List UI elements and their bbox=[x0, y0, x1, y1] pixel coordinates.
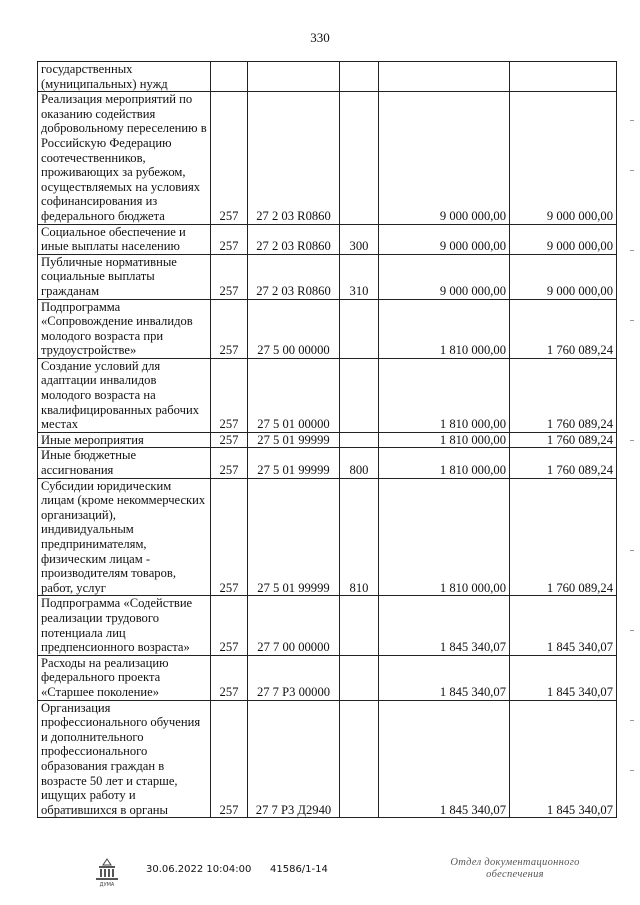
cell-vr bbox=[340, 700, 379, 818]
table-row bbox=[38, 299, 617, 358]
cell-vr bbox=[340, 655, 379, 700]
cell-name: Подпрограмма «Сопровождение инвалидов молодого возраста при трудоустройстве» bbox=[38, 299, 211, 358]
cell-code: 257 bbox=[211, 700, 248, 818]
svg-text:ДУМА: ДУМА bbox=[99, 882, 115, 887]
cell-fact: 9 000 000,00 bbox=[510, 224, 617, 254]
cell-fact: 1 845 340,07 bbox=[510, 596, 617, 655]
cell-vr bbox=[340, 299, 379, 358]
cell-csr: 27 5 00 00000 bbox=[248, 299, 340, 358]
cell-fact: 1 845 340,07 bbox=[510, 655, 617, 700]
cell-vr: 800 bbox=[340, 448, 379, 478]
cell-vr bbox=[340, 432, 379, 448]
duma-emblem-icon bbox=[93, 857, 121, 887]
cell-vr: 810 bbox=[340, 478, 379, 596]
table-row bbox=[38, 655, 617, 700]
cell-fact: 1 760 089,24 bbox=[510, 478, 617, 596]
cell-csr: 27 7 P3 Д2940 bbox=[248, 700, 340, 818]
cell-plan: 1 845 340,07 bbox=[379, 700, 510, 818]
cell-code: 257 bbox=[211, 596, 248, 655]
scan-margin-marks bbox=[630, 110, 636, 810]
cell-plan: 9 000 000,00 bbox=[379, 92, 510, 224]
table-row bbox=[38, 448, 617, 478]
cell-csr bbox=[248, 62, 340, 92]
cell-name: Подпрограмма «Содействие реализации трудового потенциала лиц предпенсионного возраста» bbox=[38, 596, 211, 655]
cell-plan: 1 810 000,00 bbox=[379, 358, 510, 432]
cell-vr bbox=[340, 92, 379, 224]
cell-fact bbox=[510, 62, 617, 92]
cell-name: Социальное обеспечение и иные выплаты населению bbox=[38, 224, 211, 254]
cell-code: 257 bbox=[211, 254, 248, 299]
cell-plan: 1 845 340,07 bbox=[379, 596, 510, 655]
cell-name: Организация профессионального обучения и дополнительного профессионального образования граждан в возрасте 50 лет и старше, ищущих работу и обратившихся в органы bbox=[38, 700, 211, 818]
cell-vr: 300 bbox=[340, 224, 379, 254]
table-row bbox=[38, 224, 617, 254]
cell-code bbox=[211, 62, 248, 92]
table-row bbox=[38, 478, 617, 596]
budget-table bbox=[37, 61, 617, 818]
cell-csr: 27 2 03 R0860 bbox=[248, 254, 340, 299]
cell-code: 257 bbox=[211, 358, 248, 432]
cell-csr: 27 2 03 R0860 bbox=[248, 92, 340, 224]
cell-csr: 27 5 01 00000 bbox=[248, 358, 340, 432]
table-row bbox=[38, 62, 617, 92]
cell-name: Создание условий для адаптации инвалидов молодого возраста на квалифицированных рабочих местах bbox=[38, 358, 211, 432]
cell-code: 257 bbox=[211, 92, 248, 224]
cell-plan: 1 810 000,00 bbox=[379, 478, 510, 596]
cell-fact: 9 000 000,00 bbox=[510, 254, 617, 299]
table-row bbox=[38, 596, 617, 655]
cell-csr: 27 2 03 R0860 bbox=[248, 224, 340, 254]
cell-csr: 27 7 00 00000 bbox=[248, 596, 340, 655]
footer-doc-number: 41586/1-14 bbox=[270, 864, 328, 875]
cell-fact: 1 760 089,24 bbox=[510, 448, 617, 478]
cell-plan: 9 000 000,00 bbox=[379, 224, 510, 254]
cell-code: 257 bbox=[211, 224, 248, 254]
cell-code: 257 bbox=[211, 655, 248, 700]
footer-department-stamp: Отдел документационного обеспечения bbox=[450, 857, 580, 880]
table-row bbox=[38, 358, 617, 432]
table-row bbox=[38, 432, 617, 448]
cell-plan: 1 845 340,07 bbox=[379, 655, 510, 700]
cell-fact: 9 000 000,00 bbox=[510, 92, 617, 224]
table-row bbox=[38, 92, 617, 224]
cell-vr bbox=[340, 358, 379, 432]
cell-name: Реализация мероприятий по оказанию содействия добровольному переселению в Российскую Федерацию соотечественников, проживающих за рубежом, осуществляемых на условиях софинансирования из федерального бюджета bbox=[38, 92, 211, 224]
cell-csr: 27 7 P3 00000 bbox=[248, 655, 340, 700]
cell-code: 257 bbox=[211, 448, 248, 478]
cell-csr: 27 5 01 99999 bbox=[248, 448, 340, 478]
cell-vr: 310 bbox=[340, 254, 379, 299]
cell-code: 257 bbox=[211, 299, 248, 358]
page-number: 330 bbox=[310, 30, 330, 45]
cell-fact: 1 760 089,24 bbox=[510, 299, 617, 358]
cell-code: 257 bbox=[211, 478, 248, 596]
cell-fact: 1 845 340,07 bbox=[510, 700, 617, 818]
cell-vr bbox=[340, 596, 379, 655]
cell-code: 257 bbox=[211, 432, 248, 448]
table-row bbox=[38, 254, 617, 299]
footer-timestamp: 30.06.2022 10:04:00 bbox=[146, 864, 252, 875]
cell-vr bbox=[340, 62, 379, 92]
cell-name: государственных (муниципальных) нужд bbox=[38, 62, 211, 92]
cell-name: Расходы на реализацию федерального проекта «Старшее поколение» bbox=[38, 655, 211, 700]
cell-csr: 27 5 01 99999 bbox=[248, 432, 340, 448]
cell-plan: 1 810 000,00 bbox=[379, 432, 510, 448]
cell-plan bbox=[379, 62, 510, 92]
cell-plan: 1 810 000,00 bbox=[379, 299, 510, 358]
cell-name: Иные бюджетные ассигнования bbox=[38, 448, 211, 478]
cell-plan: 1 810 000,00 bbox=[379, 448, 510, 478]
cell-fact: 1 760 089,24 bbox=[510, 432, 617, 448]
cell-name: Публичные нормативные социальные выплаты гражданам bbox=[38, 254, 211, 299]
cell-name: Субсидии юридическим лицам (кроме некоммерческих организаций), индивидуальным предпринимателям, физическим лицам - производителям товаров, работ, услуг bbox=[38, 478, 211, 596]
cell-fact: 1 760 089,24 bbox=[510, 358, 617, 432]
table-row bbox=[38, 700, 617, 818]
cell-plan: 9 000 000,00 bbox=[379, 254, 510, 299]
cell-csr: 27 5 01 99999 bbox=[248, 478, 340, 596]
cell-name: Иные мероприятия bbox=[38, 432, 211, 448]
